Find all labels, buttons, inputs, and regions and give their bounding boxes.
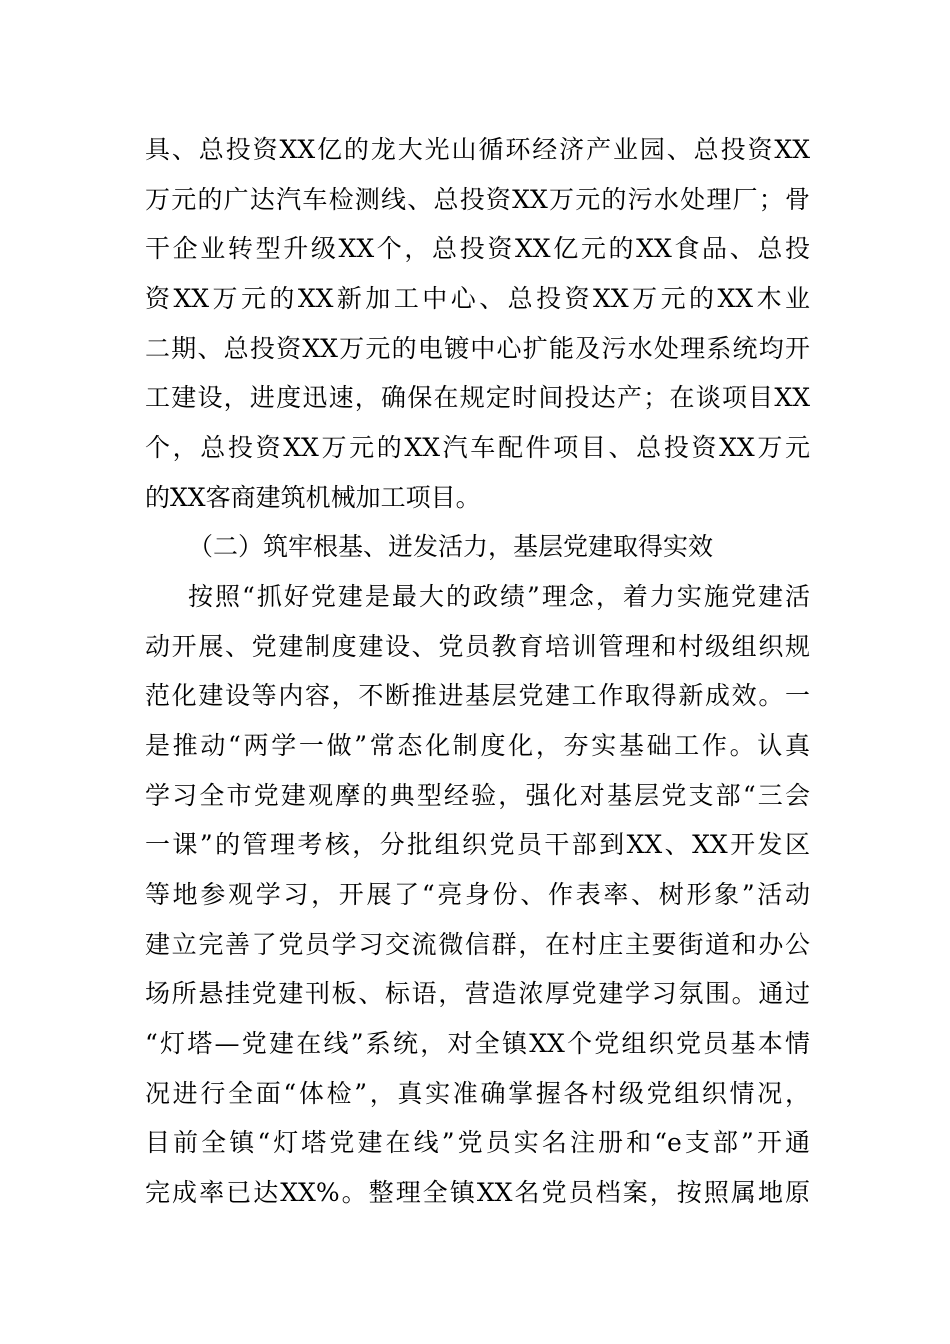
body-line: 资XX万元的XX新加工中心、总投资XX万元的XX木业 — [145, 284, 810, 313]
body-line: 学习全市党建观摩的典型经验，强化对基层党支部“三会 — [145, 781, 810, 810]
body-line: 工建设，进度迅速，确保在规定时间投达产；在谈项目XX — [145, 383, 810, 412]
body-line: 万元的广达汽车检测线、总投资XX万元的污水处理厂；骨 — [145, 185, 810, 214]
body-line: 按照“抓好党建是最大的政绩”理念，着力实施党建活 — [188, 582, 810, 611]
body-line: 完成率已达XX%。整理全镇XX名党员档案，按照属地原 — [145, 1178, 810, 1207]
body-line: 是推动“两学一做”常态化制度化，夯实基础工作。认真 — [145, 731, 810, 760]
body-line: 况进行全面“体检”，真实准确掌握各村级党组织情况， — [145, 1079, 810, 1108]
body-line: 建立完善了党员学习交流微信群，在村庄主要街道和办公 — [145, 930, 810, 959]
body-line: 场所悬挂党建刊板、标语，营造浓厚党建学习氛围。通过 — [145, 979, 810, 1008]
body-line: 具、总投资XX亿的龙大光山循环经济产业园、总投资XX — [145, 135, 810, 164]
body-line: 一课”的管理考核，分批组织党员干部到XX、XX开发区 — [145, 830, 810, 859]
body-line: 范化建设等内容，不断推进基层党建工作取得新成效。一 — [145, 681, 810, 710]
body-line: 动开展、党建制度建设、党员教育培训管理和村级组织规 — [145, 632, 810, 661]
body-line: 等地参观学习，开展了“亮身份、作表率、树形象”活动 — [145, 880, 810, 909]
body-line: 的XX客商建筑机械加工项目。 — [145, 483, 481, 512]
body-line: “灯塔—党建在线”系统，对全镇XX个党组织党员基本情 — [145, 1029, 810, 1058]
body-line: 干企业转型升级XX个，总投资XX亿元的XX食品、总投 — [145, 234, 810, 263]
body-line: 个，总投资XX万元的XX汽车配件项目、总投资XX万元 — [145, 433, 810, 462]
body-line: 目前全镇“灯塔党建在线”党员实名注册和“e支部”开通 — [145, 1128, 810, 1157]
section-heading: （二）筑牢根基、迸发活力，基层党建取得实效 — [188, 532, 714, 561]
body-line: 二期、总投资XX万元的电镀中心扩能及污水处理系统均开 — [145, 334, 810, 363]
